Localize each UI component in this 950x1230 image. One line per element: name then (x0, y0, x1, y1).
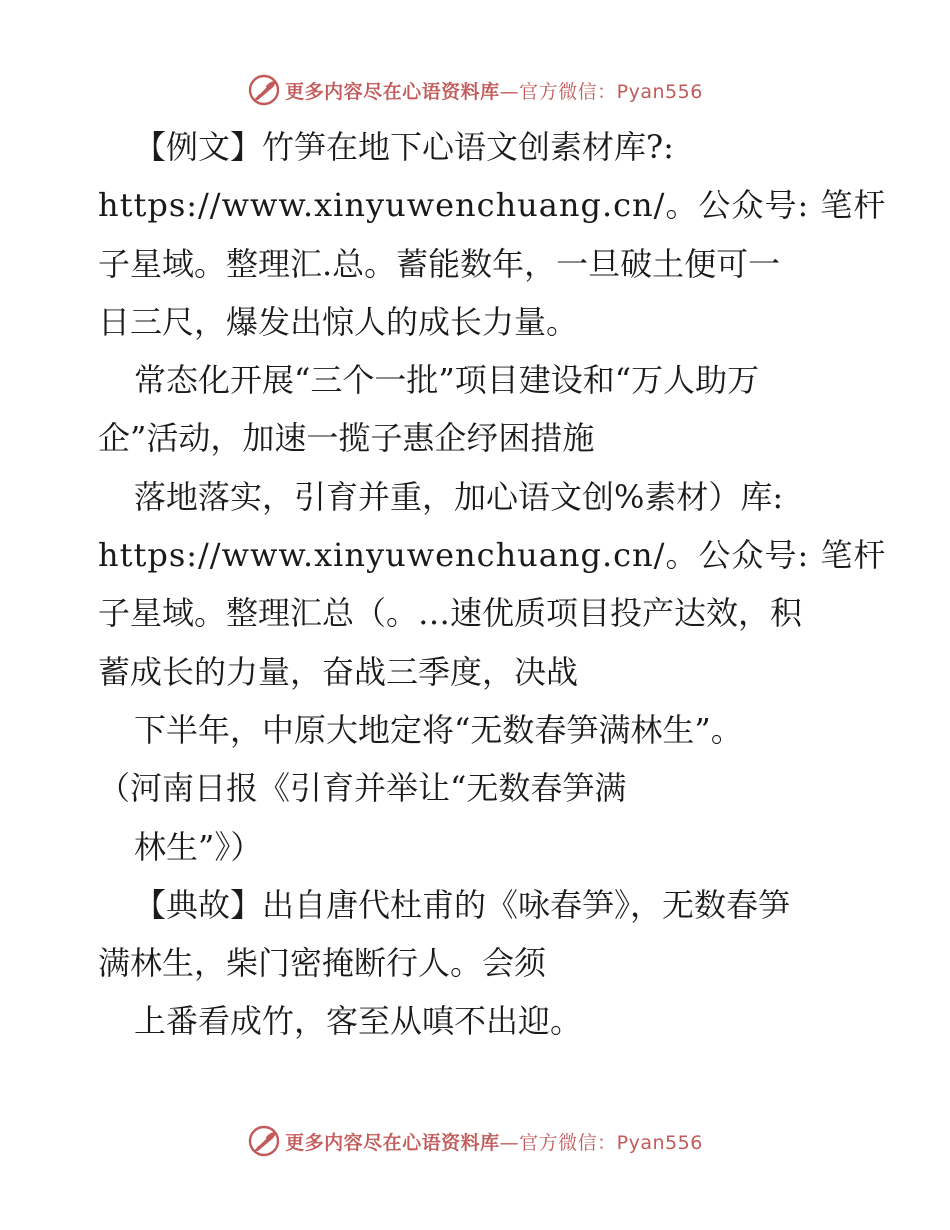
header-banner (0, 70, 950, 110)
text-line: 常态化开展“三个一批”项目建设和“万人助万 (134, 361, 760, 400)
text-line: 上番看成竹，客至从嗔不出迎。 (134, 1002, 583, 1041)
text-line: 【例文】竹笋在地下心语文创素材库?: (134, 128, 674, 166)
text-line: 日三尺，爆发出惊人的成长力量。 (98, 302, 579, 341)
banner-text: 更多内容尽在心语资料库—官方微信：Pyan556 (285, 80, 703, 103)
banner-text: 更多内容尽在心语资料库—官方微信：Pyan556 (285, 1131, 703, 1154)
text-line: （河南日报《引育并举让“无数春笋满 (98, 769, 627, 808)
text-line: 企”活动，加速一揽子惠企纾困措施 (98, 419, 595, 458)
text-line: 子星域。整理汇总（。…速优质项目投产达效，积 (98, 594, 803, 633)
quill-logo-icon (247, 1124, 281, 1158)
text-line: https://www.xinyuwenchuang.cn/。公众号: 笔杆 (98, 536, 887, 575)
text-line: 落地落实，引育并重，加心语文创%素材）库: (134, 477, 784, 516)
text-line: 林生”》） (134, 827, 263, 866)
text-line: 【典故】出自唐代杜甫的《咏春笋》，无数春笋 (134, 885, 791, 924)
text-line: 下半年，中原大地定将“无数春笋满林生”。 (134, 710, 743, 749)
text-line: https://www.xinyuwenchuang.cn/。公众号: 笔杆 (98, 186, 887, 225)
footer-banner (0, 1121, 950, 1161)
quill-logo-icon (247, 73, 281, 107)
text-line: 子星域。整理汇.总。蓄能数年，一旦破土便可一 (98, 244, 781, 283)
text-line: 满林生，柴门密掩断行人。会须 (98, 944, 547, 983)
body-text (98, 118, 887, 1051)
text-line: 蓄成长的力量，奋战三季度，决战 (98, 652, 579, 691)
